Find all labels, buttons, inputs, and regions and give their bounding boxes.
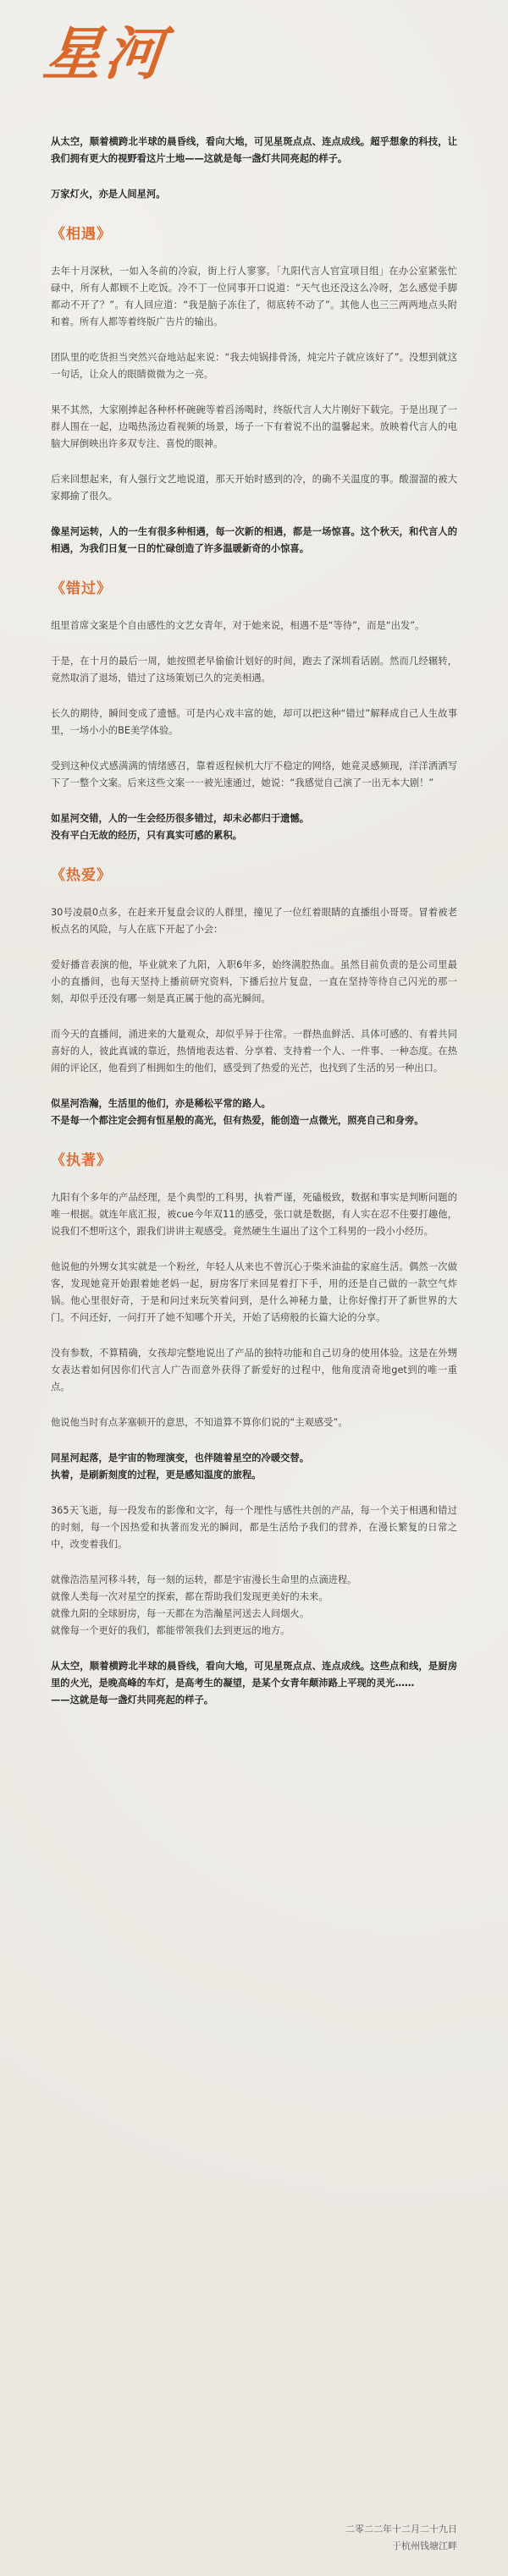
closing-summary: ——这就是每一盏灯共同亮起的样子。 xyxy=(51,1694,214,1705)
section-paragraph: 爱好播音表演的他，毕业就来了九阳，入职6年多，始终满腔热血。虽然目前负责的是公司里最小的直播间，也每天坚持上播前研究资料，下播后拉片复盘，一直在坚持等待自己闪光的那一刻，却似乎还没有哪一刻是真正属于他的高光瞬间。 xyxy=(51,959,457,1004)
signature xyxy=(345,2521,457,2555)
section-paragraph: 而今天的直播间，涌进来的大量观众，却似乎异于往常。一群热血鲜活、具体可感的、有着共同喜好的人，彼此真诚的靠近，热情地表达着、分享着、支持着一个人、一件事、一种态度。在热闹的评论区，他看到了相拥如生的他们，感受到了热爱的光芒，也找到了生活的另一种出口。 xyxy=(51,1029,457,1074)
section-title-missed: 《错过》 xyxy=(51,580,112,597)
section-paragraph: 去年十月深秋，一如入冬前的冷寂，街上行人寥寥。「九阳代言人官宣项目组」在办公室紧张忙碌中，所有人都顾不上吃饭。冷不丁一位同事开口说道：“天气也还没这么冷呀，怎么感觉手脚都动不开了？”。有人回应道：“我是脑子冻住了，彻底转不动了”。其他人也三三两两地点头附和着。所有人都等着终版广告片的输出。 xyxy=(51,266,457,327)
section-paragraph: 受到这种仪式感满满的情绪感召，靠着返程候机大厅不稳定的网络，她竟灵感频现，洋洋洒洒写下了一整个文案。后来这些文案一一被光速通过，她说：“我感觉自己演了一出无本大剧！” xyxy=(51,761,457,788)
section-title-passion: 《热爱》 xyxy=(51,867,112,884)
section-summary: 如星河交错，人的一生会经历很多错过，却未必都归于遗憾。 xyxy=(51,813,310,824)
section-summary: 不是每一个都注定会拥有恒星般的高光，但有热爱，能创造一点微光，照亮自己和身旁。 xyxy=(51,1115,424,1126)
section-paragraph: 没有参数，不算精确，女孩却完整地说出了产品的独特功能和自己切身的使用体验。这是在外甥女表达着如何因你们代言人广告而意外获得了新爱好的过程中，他角度清奇地get到的唯一重点。 xyxy=(51,1348,457,1392)
section-paragraph: 后来回想起来，有人强行文艺地说道，那天开始时感到的冷，的确不关温度的事。酸溜溜的被大家揶揄了很久。 xyxy=(51,474,457,502)
section-summary: 没有平白无故的经历，只有真实可感的累积。 xyxy=(51,830,242,841)
closing-summary: 从太空，顺着横跨北半球的晨昏线，看向大地，可见星斑点点、连点成线。这些点和线，是厨房里的火光，是晚高峰的车灯，是高考生的凝望，是某个女青年颠沛路上平现的灵光…… xyxy=(51,1661,457,1689)
closing-paragraph: 365天飞逝，每一段发布的影像和文字，每一个理性与感性共创的产品，每一个关于相遇和错过的时刻，每一个因热爱和执著而发光的瞬间，都是生活给予我们的营养，在漫长繁复的日常之中，改变着我们。 xyxy=(51,1505,457,1550)
section-paragraph: 果不其然，大家刚捧起各种杯杯碗碗等着舀汤喝时，终版代言人大片刚好下载完。于是出现了一群人围在一起，边喝热汤边看视频的场景，场子一下有着说不出的温馨起来。放映着代言人的电脑大屏倒映出许多双专注、喜悦的眼神。 xyxy=(51,404,457,449)
intro-paragraph: 从太空，顺着横跨北半球的晨昏线，看向大地，可见星斑点点、连点成线。超乎想象的科技，让我们拥有更大的视野看这片土地——这就是每一盏灯共同亮起的样子。 xyxy=(51,136,457,164)
closing-line: 就像每一个更好的我们，都能带领我们去到更远的地方。 xyxy=(51,1625,290,1636)
intro-tagline: 万家灯火，亦是人间星河。 xyxy=(51,189,166,200)
section-paragraph: 于是，在十月的最后一周，她按照老早偷偷计划好的时间，跑去了深圳看话剧。然而几经辗转，竟然取消了退场，错过了这场策划已久的完美相遇。 xyxy=(51,656,457,684)
closing-line: 就像人类每一次对星空的探索，都在帮助我们发现更美好的未来。 xyxy=(51,1591,329,1602)
section-paragraph: 组里首席文案是个自由感性的文艺女青年，对于她来说，相遇不是“等待”，而是“出发”。 xyxy=(51,620,425,631)
section-paragraph: 团队里的吃货担当突然兴奋地站起来说：“我去炖锅排骨汤，炖完片子就应该好了”。没想到就这一句话，让众人的眼睛微微为之一亮。 xyxy=(51,352,457,380)
section-title-persistence: 《执著》 xyxy=(51,1152,112,1169)
signature-place: 于杭州钱塘江畔 xyxy=(392,2540,457,2551)
section-summary: 同星河起落，是宇宙的物理演变，也伴随着星空的冷暖交替。 xyxy=(51,1453,310,1464)
section-summary: 执着，是刷新刻度的过程，更是感知温度的旅程。 xyxy=(51,1469,262,1480)
section-summary: 像星河运转，人的一生有很多种相遇，每一次新的相遇，都是一场惊喜。这个秋天，和代言人的相遇，为我们日复一日的忙碌创造了许多温暖新奇的小惊喜。 xyxy=(51,526,457,554)
brand-logo: 星河 xyxy=(40,20,170,88)
signature-date: 二零二二年十二月二十九日 xyxy=(345,2524,457,2535)
section-paragraph: 九阳有个多年的产品经理，是个典型的工科男，执着严谨，死磕极致，数据和事实是判断问题的唯一根据。就连年底汇报，被cue今年双11的感受，张口就是数据，有人实在忍不住要打趣他，说我们不想听这个，跟我们讲讲主观感受。竟然硬生生逼出了这个工科男的一段小小经历。 xyxy=(51,1192,457,1237)
closing-line: 就像浩浩星河移斗转，每一刻的运转，都是宇宙漫长生命里的点滴进程。 xyxy=(51,1574,357,1585)
section-paragraph: 他说他当时有点茅塞顿开的意思，不知道算不算你们说的“主观感受”。 xyxy=(51,1417,348,1428)
section-title-encounter: 《相遇》 xyxy=(51,226,112,243)
section-summary: 似星河浩瀚，生活里的他们，亦是稀松平常的路人。 xyxy=(51,1098,271,1109)
section-paragraph: 他说他的外甥女其实就是一个粉丝，年轻人从来也不曾沉心于柴米油盐的家庭生活。偶然一次做客，发现她竟开始跟着她老妈一起，厨房客厅来回晃着打下手，用的还是自己做的一款空气炸锅。他心里很好奇，于是和问过来玩笑着问到，是什么神秘力量，让你好像打开了新世界的大门。不问还好，一问打开了她不知哪个开关，开始了话痨般的长篇大论的分享。 xyxy=(51,1261,457,1323)
article-body xyxy=(51,134,457,1727)
section-paragraph: 长久的期待，瞬间变成了遗憾。可是内心戏丰富的她，却可以把这种“错过”解释成自己人生故事里，一场小小的BE美学体验。 xyxy=(51,708,457,736)
closing-line: 就像九阳的全球厨房，每一天都在为浩瀚星河送去人间烟火。 xyxy=(51,1608,310,1619)
section-paragraph: 30号凌晨0点多，在赶来开复盘会议的人群里，撞见了一位红着眼睛的直播组小哥哥。冒着被老板点名的风险，与人在底下开起了小会： xyxy=(51,907,457,935)
